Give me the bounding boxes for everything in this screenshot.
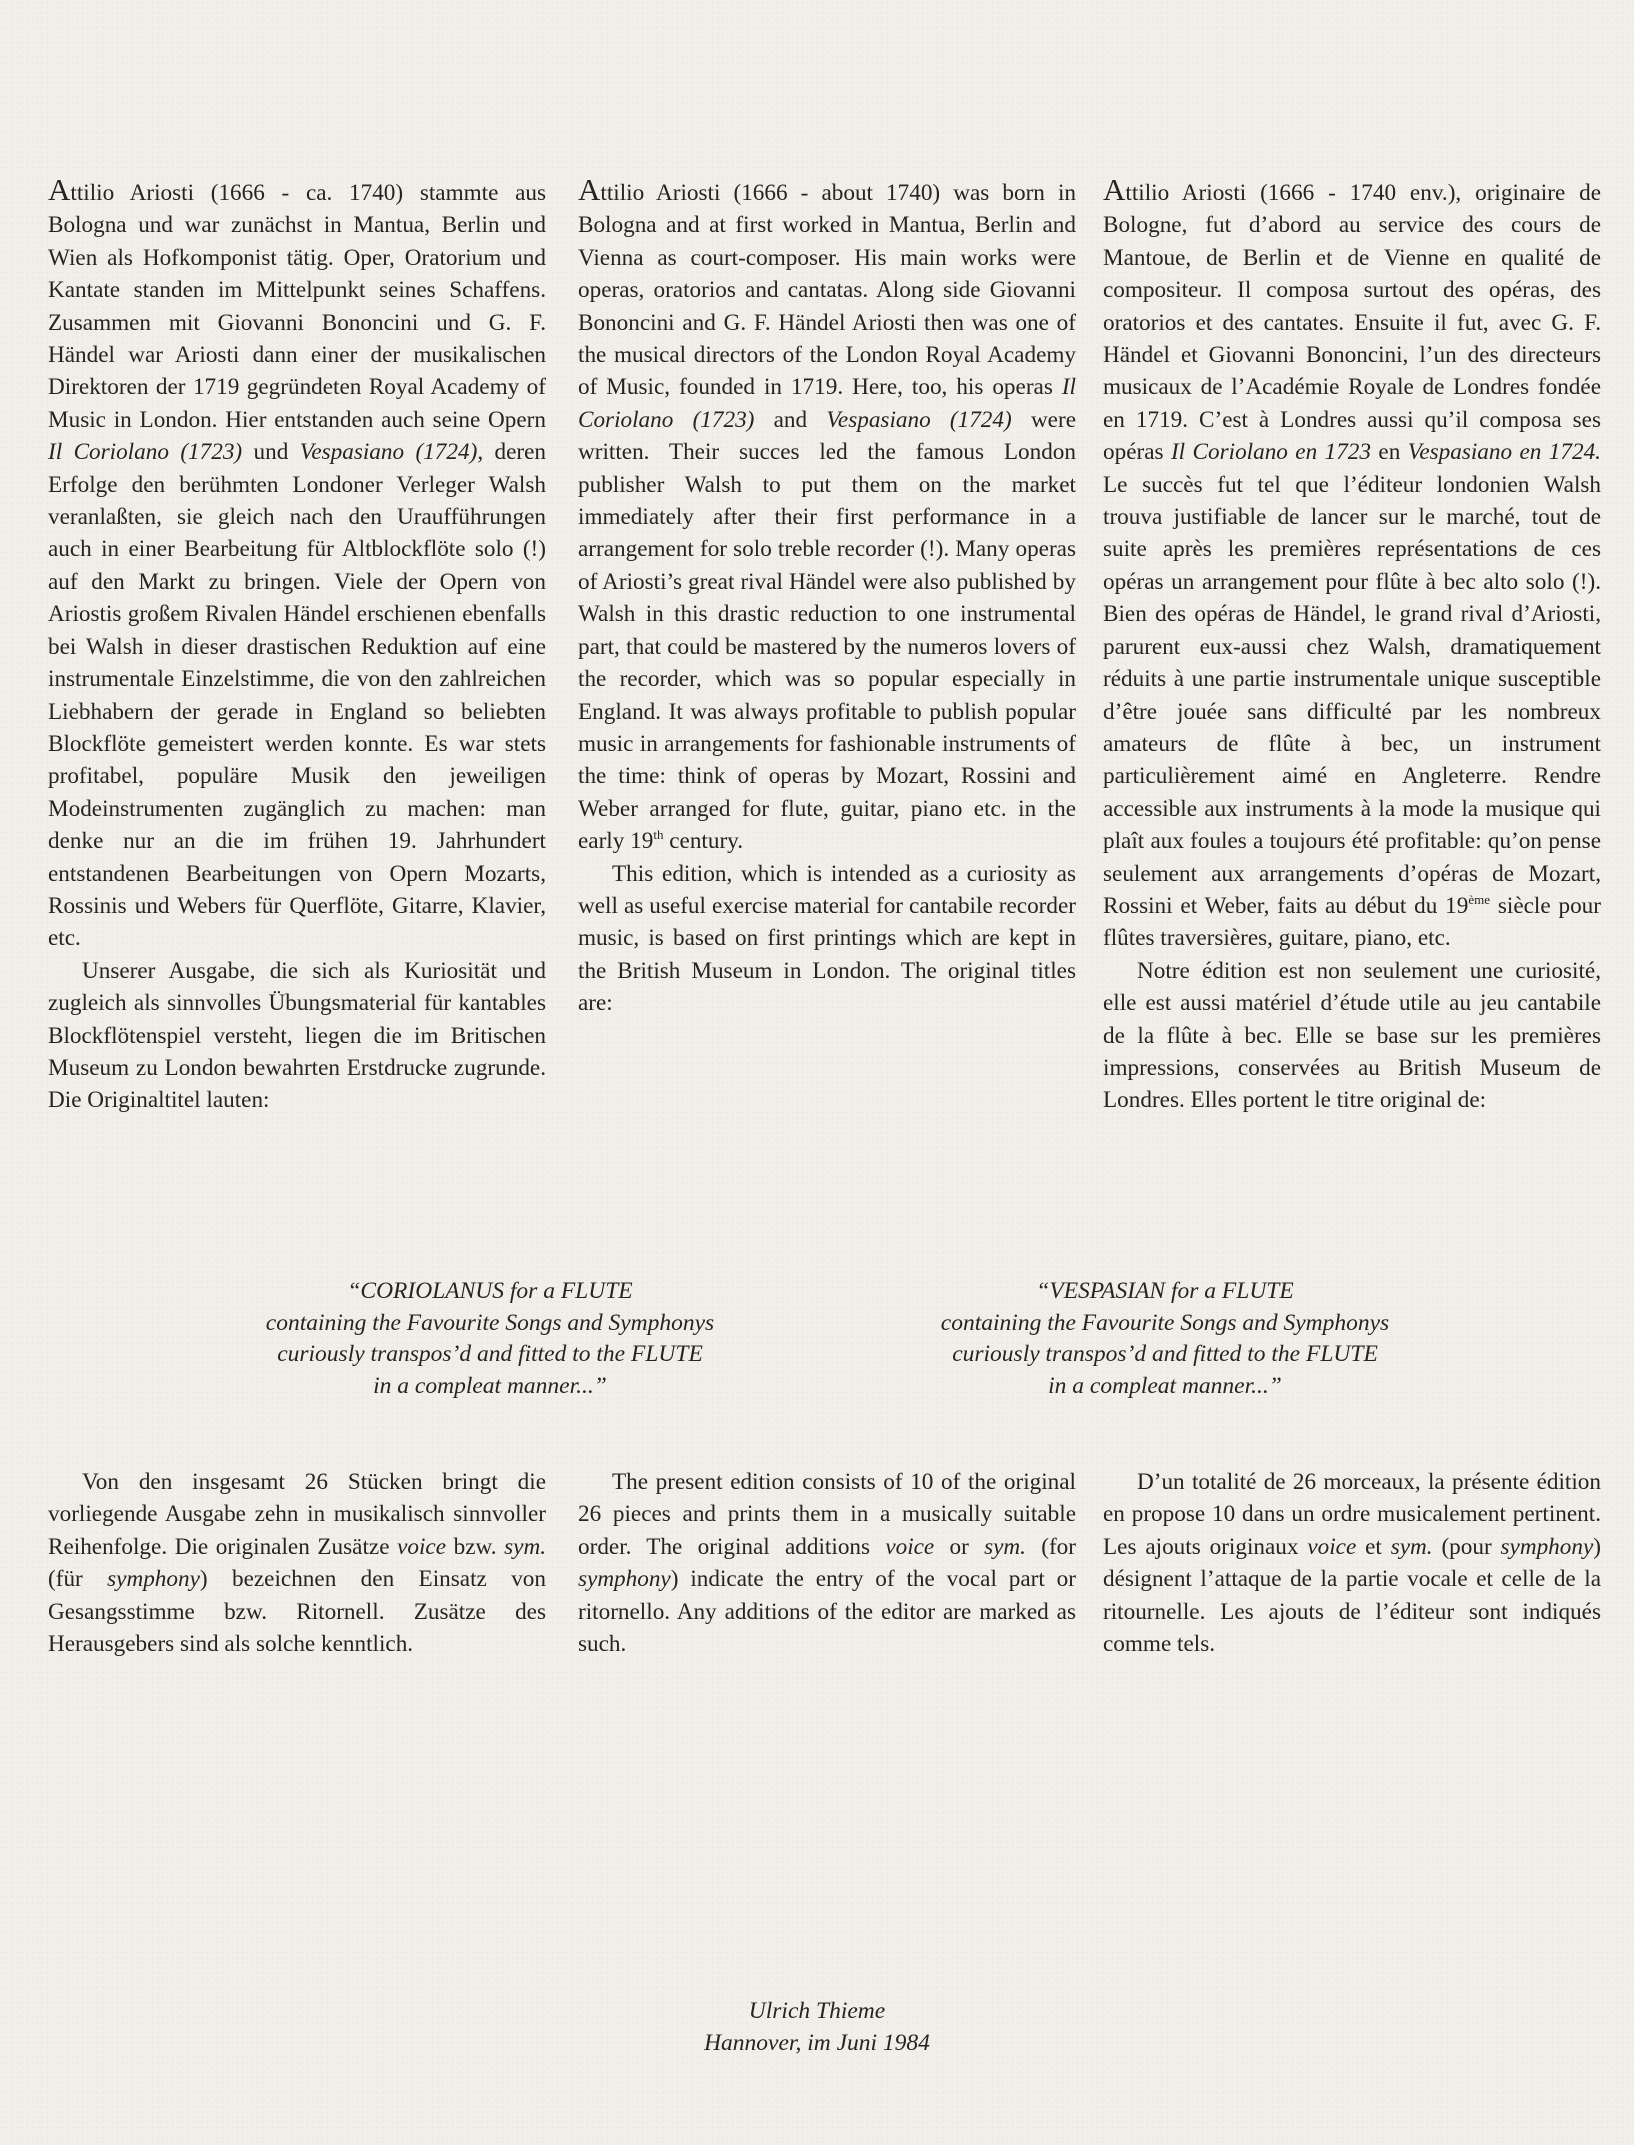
original-titles bbox=[0, 1276, 1634, 1406]
title-vespasian: “VESPASIAN for a FLUTE containing the Favourite Songs and Symphonys curiously transpos’d and fitted to the FLUTE in a compleat manner...” bbox=[940, 1278, 1390, 1399]
signature bbox=[517, 1996, 1117, 2059]
english-paragraph-2: This edition, which is intended as a curiosity as well as useful exercise material for cantabile recorder music, is based on first printings which are kept in the British Museum in London. The original titles are: bbox=[578, 860, 1076, 1017]
german-edition-note: Von den insgesamt 26 Stücken bringt die vorliegende Ausgabe zehn in musikalisch sinnvoller Reihenfolge. Die originalen Zusätze voice bzw. sym. (für symphony) bezeichnen den Einsatz von Gesangsstimme bzw. Ritornell. Zusätze des Herausgebers sind als solche kenntlich. bbox=[48, 1469, 546, 1658]
column-french bbox=[1103, 174, 1601, 1117]
place-date: Hannover, im Juni 1984 bbox=[704, 2029, 930, 2056]
german-paragraph-2: Unserer Ausgabe, die sich als Kuriosität und zugleich als sinnvolles Übungsmaterial für kantables Blockflötenspiel versteht, liegen die im Britischen Museum zu London bewahrten Erstdrucke zugrunde. Die Originaltitel lauten: bbox=[48, 957, 546, 1114]
french-paragraph-2: Notre édition est non seulement une curiosité, elle est aussi matériel d’étude utile au jeu cantabile de la flûte à bec. Elle se base sur les premières impressions, conservées au British Museum de Londres. Elles portent le titre original de: bbox=[1103, 957, 1601, 1114]
bottom-english bbox=[578, 1466, 1076, 1660]
french-edition-note: D’un totalité de 26 morceaux, la présente édition en propose 10 dans un ordre musicalement pertinent. Les ajouts originaux voice et sym. (pour symphony) désignent l’attaque de la partie vocale et celle de la ritournelle. Les ajouts de l’éditeur sont indiqués comme tels. bbox=[1103, 1469, 1601, 1658]
french-paragraph-1: Attilio Ariosti (1666 - 1740 env.), originaire de Bologne, fut d’abord au service des cours de Mantoue, de Berlin et de Vienne en qualité de compositeur. Il composa surtout des opéras, des oratorios et des cantates. Ensuite il fut, avec G. F. Händel et Giovanni Bononcini, l’un des directeurs musicaux de l’Académie Royale de Londres fondée en 1719. C’est à Londres aussi qu’il composa ses opéras Il Coriolano en 1723 en Vespasiano en 1724. Le succès fut tel que l’éditeur londonien Walsh trouva justifiable de lancer sur le marché, tout de suite après les premières représentations de ces opéras un arrangement pour flûte à bec alto solo (!). Bien des opéras de Händel, le grand rival d’Ariosti, parurent eux-aussi chez Walsh, dramatiquement réduits à une partie instrumentale unique susceptible d’être jouée sans difficulté par les nombreux amateurs de flûte à bec, un instrument particulièrement aimé en Angleterre. Rendre accessible aux instruments à la mode la musique qui plaît aux foules a toujours été profitable: qu’on pense seulement aux arrangements d’opéras de Mozart, Rossini et Weber, faits au début du 19ème siècle pour flûtes traversières, guitare, piano, etc. bbox=[1103, 172, 1601, 952]
column-english bbox=[578, 174, 1076, 1020]
drop-cap: A bbox=[1103, 172, 1126, 207]
drop-cap: A bbox=[578, 172, 601, 207]
drop-cap: A bbox=[48, 172, 71, 207]
bottom-french bbox=[1103, 1466, 1601, 1660]
column-german bbox=[48, 174, 546, 1117]
english-paragraph-1: Attilio Ariosti (1666 - about 1740) was born in Bologna and at first worked in Mantua, Berlin and Vienna as court-composer. His main works were operas, oratorios and cantatas. Along side Giovanni Bononcini and G. F. Händel Ariosti then was one of the musical directors of the London Royal Academy of Music, founded in 1719. Here, too, his operas Il Coriolano (1723) and Vespasiano (1724) were written. Their succes led the famous London publisher Walsh to put them on the market immediately after their first performance in a arrangement for solo treble recorder (!). Many operas of Ariosti’s great rival Händel were also published by Walsh in this drastic reduction to one instrumental part, that could be mastered by the numeros lovers of the recorder, which was so popular especially in England. It was always profitable to publish popular music in arrangements for fashionable instruments of the time: think of operas by Mozart, Rossini and Weber arranged for flute, guitar, piano etc. in the early 19th century. bbox=[578, 172, 1076, 855]
title-coriolanus: “CORIOLANUS for a FLUTE containing the Favourite Songs and Symphonys curiously transpos’d and fitted to the FLUTE in a compleat manner...” bbox=[265, 1278, 715, 1399]
author-name: Ulrich Thieme bbox=[748, 1998, 886, 2024]
german-paragraph-1: Attilio Ariosti (1666 - ca. 1740) stammte aus Bologna und war zunächst in Mantua, Berlin und Wien als Hofkomponist tätig. Oper, Oratorium und Kantate standen im Mittelpunkt seines Schaffens. Zusammen mit Giovanni Bononcini und G. F. Händel war Ariosti dann einer der musikalischen Direktoren der 1719 gegründeten Royal Academy of Music in London. Hier entstanden auch seine Opern Il Coriolano (1723) und Vespasiano (1724), deren Erfolge den berühmten Londoner Verleger Walsh veranlaßten, sie gleich nach den Uraufführungen auch in einer Bearbeitung für Altblockflöte solo (!) auf den Markt zu bringen. Viele der Opern von Ariostis großem Rivalen Händel erschienen ebenfalls bei Walsh in dieser drastischen Reduktion auf eine instrumentale Einzelstimme, die von den zahlreichen Liebhabern der gerade in England so beliebten Blockflöte gemeistert werden konnte. Es war stets profitabel, populäre Musik den jeweiligen Modeinstrumenten zugänglich zu machen: man denke nur an die im frühen 19. Jahrhundert entstandenen Bearbeitungen von Opern Mozarts, Rossinis und Webers für Querflöte, Gitarre, Klavier, etc. bbox=[48, 172, 547, 952]
bottom-german bbox=[48, 1466, 546, 1660]
english-edition-note: The present edition consists of 10 of the original 26 pieces and prints them in a musically suitable order. The original additions voice or sym. (for symphony) indicate the entry of the vocal part or ritornello. Any additions of the editor are marked as such. bbox=[578, 1469, 1076, 1658]
